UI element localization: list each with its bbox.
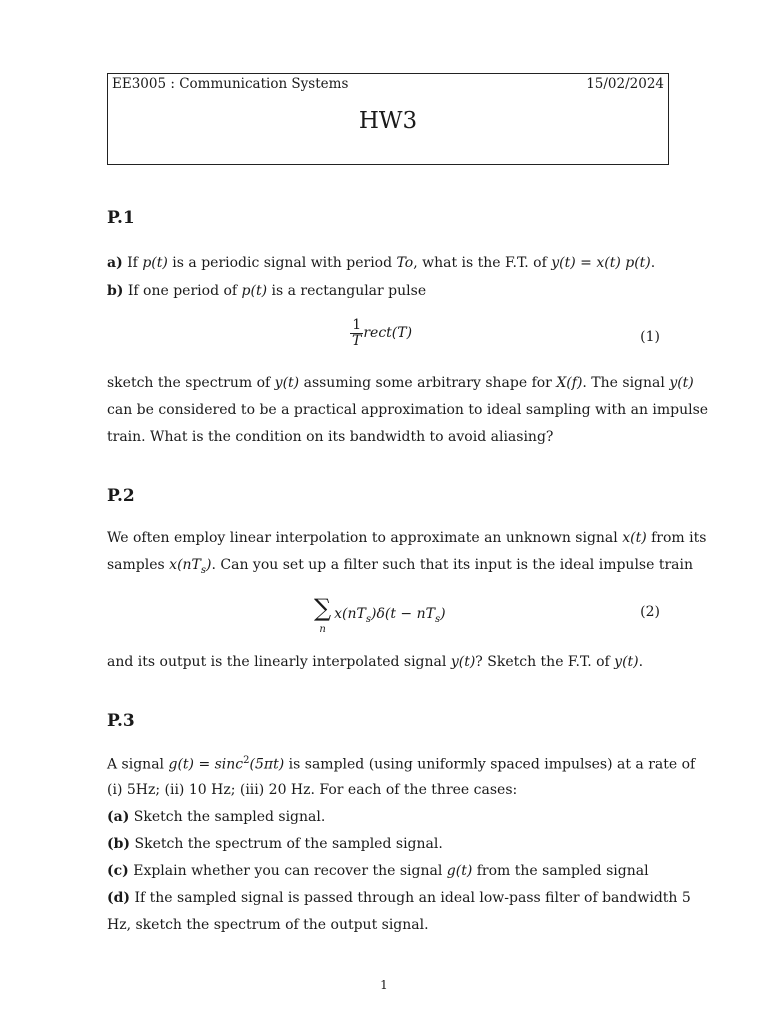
math: g(t) = sinc (168, 756, 244, 773)
math: ) (440, 606, 446, 623)
fraction-denominator: T (352, 332, 362, 349)
p3-text-line: (i) 5Hz; (ii) 10 Hz; (iii) 20 Hz. For each of the three cases: (107, 782, 518, 798)
p3-d-label: (d) (107, 890, 131, 906)
math: )δ(t − nT (371, 606, 435, 623)
superscript: 2 (243, 755, 250, 766)
fraction (350, 318, 363, 348)
subscript: s (434, 613, 441, 625)
equation-body: rect(T) (363, 325, 413, 342)
equation-2-number: (2) (640, 604, 660, 620)
p1-part-a (107, 255, 667, 271)
text: . The signal (582, 375, 670, 391)
p1-text-line: train. What is the condition on its bandwidth to avoid aliasing? (107, 429, 554, 445)
text: If the sampled signal is passed through an ideal low-pass filter of bandwidth 5 (130, 890, 691, 906)
text: is a rectangular pulse (267, 283, 427, 299)
text: sketch the spectrum of (107, 375, 275, 391)
header-box (107, 73, 669, 165)
p1-a-label: a) (107, 255, 123, 271)
text: If one period of (127, 283, 242, 299)
text: . (638, 654, 644, 670)
math: y(t) (669, 375, 694, 391)
text: Sketch the sampled signal. (129, 809, 326, 825)
course-name: EE3005 : Communication Systems (112, 76, 349, 92)
assignment-title: HW3 (358, 108, 418, 134)
math: y(t) = x(t) p(t) (551, 255, 651, 271)
text: ? Sketch the F.T. of (475, 654, 615, 670)
math: ) (206, 557, 212, 573)
math: x(nT (334, 606, 366, 623)
math: x(t) (622, 530, 647, 546)
equation-1 (350, 318, 412, 348)
p3-text-line (107, 755, 696, 773)
fraction-numerator: 1 (350, 318, 363, 334)
page-number: 1 (380, 978, 388, 992)
p3-c-label: (c) (107, 863, 129, 879)
math: x(nT (169, 557, 201, 573)
p1-text-line: can be considered to be a practical approximation to ideal sampling with an impulse (107, 402, 709, 418)
p1-part-b (107, 283, 667, 299)
equation-2 (314, 596, 446, 635)
math: p(t) (241, 283, 268, 299)
text: We often employ linear interpolation to approximate an unknown signal (107, 530, 623, 546)
subscript: s (200, 564, 207, 576)
summation-index: n (319, 624, 326, 635)
math: y(t) (614, 654, 639, 670)
assignment-date: 15/02/2024 (586, 76, 664, 92)
text: . (650, 255, 656, 271)
p3-a-label: (a) (107, 809, 130, 825)
text: is sampled (using uniformly spaced impulses) at a rate of (284, 756, 696, 773)
text: A signal (107, 756, 169, 773)
math: y(t) (450, 654, 476, 670)
p2-text-line (107, 557, 694, 576)
p3-part-b (107, 836, 667, 852)
problem-3-heading: P.3 (107, 711, 135, 731)
problem-2-heading: P.2 (107, 486, 135, 506)
summation (314, 596, 331, 635)
text: . Can you set up a filter such that its input is the ideal impulse train (211, 557, 694, 573)
equation-body (334, 606, 446, 625)
text: assuming some arbitrary shape for (299, 375, 557, 391)
p3-part-c (107, 863, 667, 879)
text: If (127, 255, 143, 271)
p3-part-d (107, 890, 691, 906)
p3-b-label: (b) (107, 836, 131, 852)
p3-part-a (107, 809, 667, 825)
text: from the sampled signal (472, 863, 649, 879)
p1-b-label: b) (107, 283, 124, 299)
math: y(t) (274, 375, 300, 391)
text: is a periodic signal with period (167, 255, 397, 271)
math: X(f) (556, 375, 583, 391)
sigma-symbol: ∑ (314, 594, 332, 622)
math: (5πt) (249, 756, 285, 773)
text: Sketch the spectrum of the sampled signal. (130, 836, 443, 852)
p1-text-line (107, 375, 694, 391)
math: p(t) (142, 255, 168, 271)
math: g(t) (446, 863, 473, 879)
problem-1-heading: P.1 (107, 208, 135, 228)
equation-1-number: (1) (640, 329, 660, 345)
text: from its (646, 530, 707, 546)
text: Explain whether you can recover the signal (128, 863, 447, 879)
subscript: s (365, 613, 371, 625)
p2-text-line (107, 530, 707, 546)
p3-text-line: Hz, sketch the spectrum of the output signal. (107, 917, 429, 933)
text: , what is the F.T. of (413, 255, 552, 271)
text: and its output is the linearly interpolated signal (107, 654, 451, 670)
p2-text-line (107, 654, 667, 670)
math: To (396, 255, 414, 271)
text: samples (107, 557, 170, 573)
